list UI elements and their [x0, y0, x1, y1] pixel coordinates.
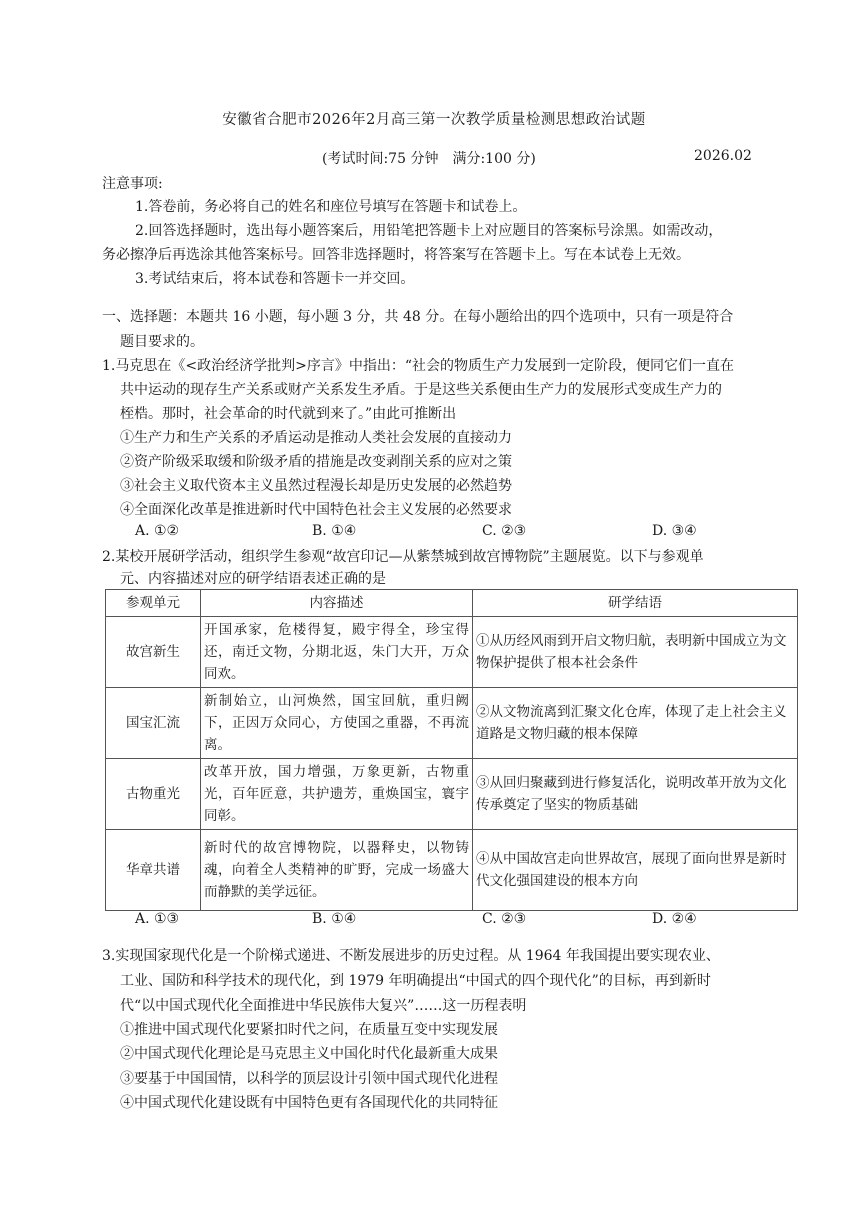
- q1-option-c[interactable]: C. ②③: [482, 523, 527, 539]
- q1-stem-line-3: 桎梏。那时，社会革命的时代就到来了。”由此可推断出: [120, 406, 457, 422]
- table-row: [106, 759, 798, 830]
- q1-statement-3: ③社会主义取代资本主义虽然过程漫长却是历史发展的必然趋势: [120, 478, 512, 494]
- cell-description: 新制始立，山河焕然，国宝回航，重归阙下，正因万众同心，方使国之重器，不再流离。: [201, 688, 473, 759]
- header-description: 内容描述: [201, 590, 473, 617]
- q2-option-b[interactable]: B. ①④: [312, 911, 357, 927]
- cell-conclusion: ①从历经风雨到开启文物归航，表明新中国成立为文物保护提供了根本社会条件: [473, 617, 798, 688]
- q3-stem-line-3: 代“以中国式现代化全面推进中华民族伟大复兴”……这一历程表明: [120, 998, 527, 1014]
- notes-heading: 注意事项:: [102, 176, 163, 192]
- q1-statement-4: ④全面深化改革是推进新时代中国特色社会主义发展的必然要求: [120, 502, 512, 518]
- note-2-line-2: 务必擦净后再选涂其他答案标号。回答非选择题时，将答案写在答题卡上。写在本试卷上无效。: [102, 247, 690, 263]
- cell-conclusion: ③从回归聚藏到进行修复活化，说明改革开放为文化传承奠定了坚实的物质基础: [473, 759, 798, 830]
- q3-stem-line-2: 工业、国防和科学技术的现代化，到 1979 年明确提出“中国式的四个现代化”的目标，再到新时: [120, 973, 711, 989]
- q2-option-a[interactable]: A. ①③: [135, 911, 180, 927]
- cell-conclusion: ②从文物流离到汇聚文化仓库，体现了走上社会主义道路是文物归藏的根本保障: [473, 688, 798, 759]
- exam-date: 2026.02: [694, 148, 752, 164]
- q2-stem-line-1: 2.某校开展研学活动，组织学生参观“故宫印记—从紫禁城到故宫博物院”主题展览。以下与参观单: [102, 549, 704, 565]
- q1-options: [0, 523, 868, 545]
- cell-unit: 古物重光: [106, 759, 201, 830]
- table-row: [106, 617, 798, 688]
- q3-statement-3: ③要基于中国国情，以科学的顶层设计引领中国式现代化进程: [120, 1071, 498, 1087]
- cell-conclusion: ④从中国故宫走向世界故宫，展现了面向世界是新时代文化强国建设的根本方向: [473, 830, 798, 911]
- q2-option-c[interactable]: C. ②③: [482, 911, 527, 927]
- table-header-row: [106, 590, 798, 617]
- section-1-line-2: 题目要求的。: [120, 334, 204, 350]
- q3-statement-1: ①推进中国式现代化要紧扣时代之问，在质量互变中实现发展: [120, 1022, 498, 1038]
- q1-option-a[interactable]: A. ①②: [135, 523, 180, 539]
- cell-description: 新时代的故宫博物院，以器释史，以物铸魂，向着全人类精神的旷野，完成一场盛大而静默的美学远征。: [201, 830, 473, 911]
- q1-statement-2: ②资产阶级采取缓和阶级矛盾的措施是改变剥削关系的应对之策: [120, 454, 512, 470]
- cell-description: 开国承家，危楼得复，殿宇得全，珍宝得还，南迁文物，分期北返，朱门大开，万众同欢。: [201, 617, 473, 688]
- note-2-line-1: 2.回答选择题时，选出每小题答案后，用铅笔把答题卡上对应题目的答案标号涂黑。如需改动，: [135, 223, 723, 239]
- q1-statement-1: ①生产力和生产关系的矛盾运动是推动人类社会发展的直接动力: [120, 430, 512, 446]
- q2-stem-line-2: 元、内容描述对应的研学结语表述正确的是: [120, 571, 386, 587]
- q1-option-b[interactable]: B. ①④: [312, 523, 357, 539]
- q1-stem-line-1: 1.马克思在《<政治经济学批判>序言》中指出：“社会的物质生产力发展到一定阶段，便同它们一直在: [102, 358, 734, 374]
- cell-description: 改革开放，国力增强，万象更新，古物重光，百年匠意，共护遗芳，重焕国宝，寰宇同彰。: [201, 759, 473, 830]
- q1-stem-line-2: 共中运动的现存生产关系或财产关系发生矛盾。于是这些关系便由生产力的发展形式变成生产力的: [120, 382, 722, 398]
- cell-unit: 国宝汇流: [106, 688, 201, 759]
- q3-statement-4: ④中国式现代化建设既有中国特色更有各国现代化的共同特征: [120, 1095, 498, 1111]
- note-3: 3.考试结束后，将本试卷和答题卡一并交回。: [135, 271, 415, 287]
- study-table: [105, 589, 798, 911]
- cell-unit: 故宫新生: [106, 617, 201, 688]
- exam-title: 安徽省合肥市2026年2月高三第一次教学质量检测思想政治试题: [222, 112, 646, 128]
- q1-option-d[interactable]: D. ③④: [652, 523, 697, 539]
- header-conclusion: 研学结语: [473, 590, 798, 617]
- table-row: [106, 830, 798, 911]
- q3-stem-line-1: 3.实现国家现代化是一个阶梯式递进、不断发展进步的历史过程。从 1964 年我国提出要实现农业、: [102, 948, 720, 964]
- q3-statement-2: ②中国式现代化理论是马克思主义中国化时代化最新重大成果: [120, 1046, 498, 1062]
- cell-unit: 华章共谱: [106, 830, 201, 911]
- exam-time-score: (考试时间:75 分钟 满分:100 分): [322, 151, 536, 167]
- section-1-line-1: 一、选择题：本题共 16 小题，每小题 3 分，共 48 分。在每小题给出的四个选项中，只有一项是符合: [102, 309, 734, 325]
- q2-option-d[interactable]: D. ②④: [652, 911, 697, 927]
- header-unit: 参观单元: [106, 590, 201, 617]
- table-row: [106, 688, 798, 759]
- q2-options: [0, 911, 868, 933]
- note-1: 1.答卷前，务必将自己的姓名和座位号填写在答题卡和试卷上。: [135, 199, 527, 215]
